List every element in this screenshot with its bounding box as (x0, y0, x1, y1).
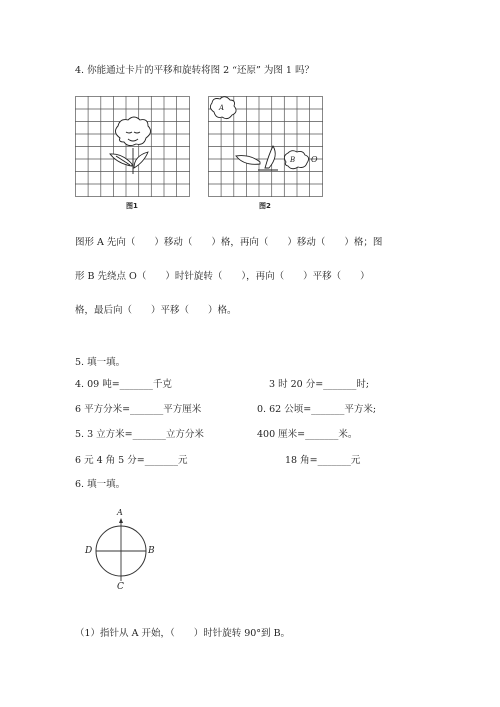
q5-item: 6 平方分米=_______平方厘米 (75, 404, 202, 415)
q4-line-2: 形 B 先绕点 O（ ）时针旋转（ ），再向（ ）平移（ ） (75, 271, 370, 282)
q5-item: 18 角=_______元 (285, 455, 361, 466)
q4-line-1: 图形 A 先向（ ）移动（ ）格，再向（ ）移动（ ）格；图 (75, 237, 383, 248)
dial-label-b: B (148, 546, 155, 556)
dial-label-c: C (117, 582, 124, 592)
q5-item: 6 元 4 角 5 分=_______元 (75, 455, 188, 466)
q5-item: 400 厘米=_______米。 (257, 429, 358, 440)
shape-b (284, 151, 308, 169)
q5-item: 5. 3 立方米=_______立方分米 (75, 429, 204, 440)
flower-drawing (110, 117, 151, 174)
q6-sub-1: （1）指针从 A 开始，（ ）时针旋转 90°到 B。 (75, 628, 291, 639)
q5-item: 0. 62 公顷=_______平方米; (257, 404, 377, 415)
fig2-label-a: A (219, 104, 225, 112)
dial-label-d: D (85, 546, 93, 556)
figure-1-caption: 图1 (126, 202, 138, 210)
fig2-label-o: O (311, 155, 318, 164)
figure-2-grid (208, 96, 324, 198)
dial-label-a: A (117, 508, 123, 517)
figure-2-caption: 图2 (259, 202, 271, 210)
q5-item: 3 时 20 分=_______时; (269, 379, 370, 390)
q6-title: 6. 填一填。 (75, 479, 126, 490)
fig2-label-b: B (290, 156, 296, 164)
q4-title: 4. 你能通过卡片的平移和旋转将图 2 “还原” 为图 1 吗？ (75, 65, 314, 76)
q4-line-3: 格，最后向（ ）平移（ ）格。 (75, 305, 237, 316)
figure-1-grid (75, 96, 191, 198)
q5-title: 5. 填一填。 (75, 357, 126, 368)
q5-item: 4. 09 吨=_______千克 (75, 379, 172, 390)
clock-dial (94, 511, 154, 591)
